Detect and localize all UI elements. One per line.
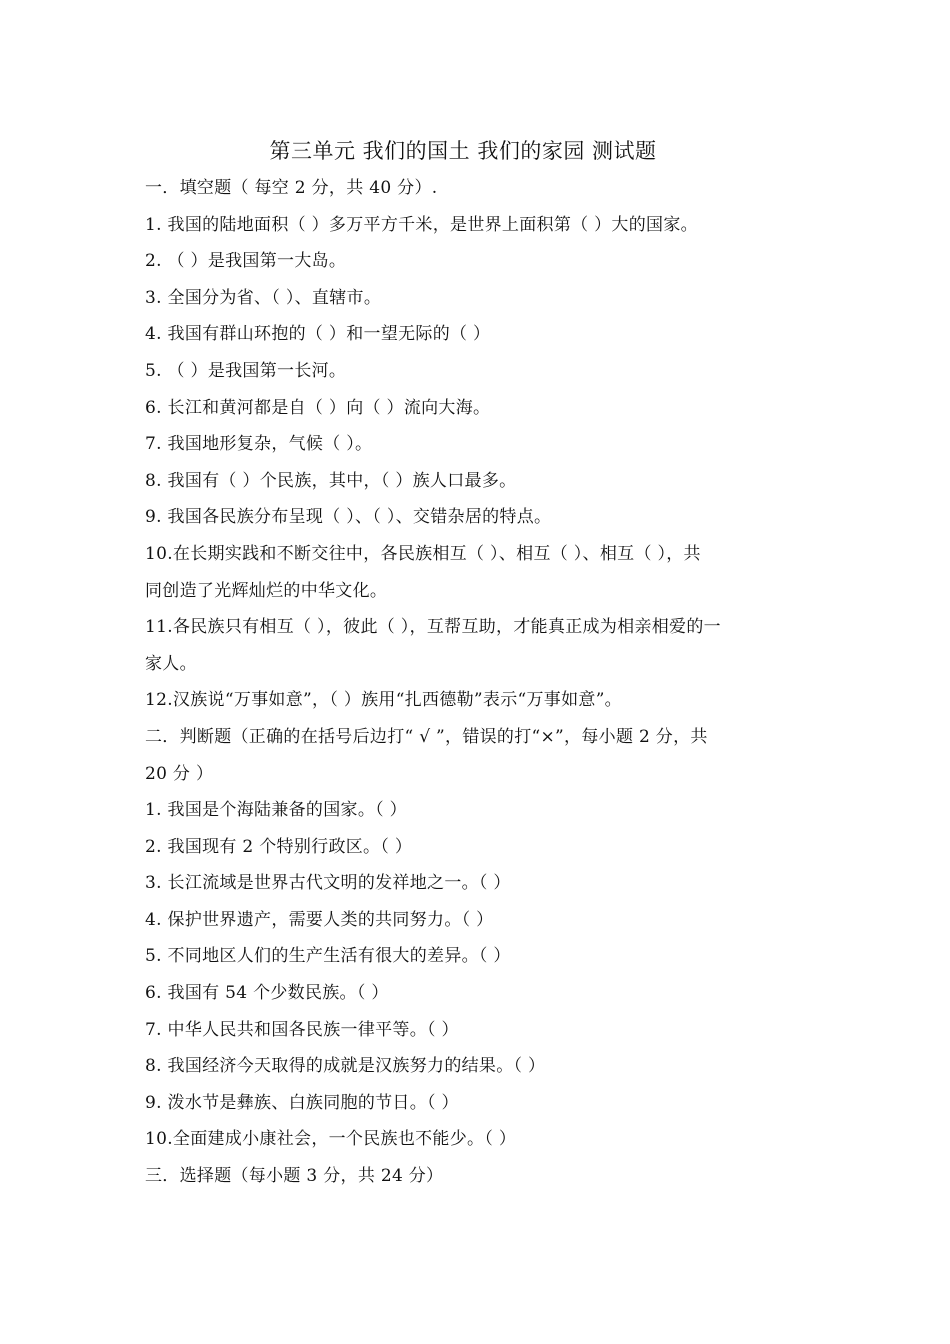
question-item: 3. 全国分为省、（ ）、直辖市。 — [145, 287, 382, 308]
question-item: 5. 不同地区人们的生产生活有很大的差异。（ ） — [145, 946, 511, 967]
question-item: 8. 我国有（ ）个民族，其中，（ ）族人口最多。 — [145, 470, 517, 491]
question-item: 11.各民族只有相互（ ），彼此（ ），互帮互助，才能真正成为相亲相爱的一 — [145, 617, 721, 638]
question-item-continued: 同创造了光辉灿烂的中华文化。 — [145, 580, 388, 601]
question-item: 6. 我国有 54 个少数民族。（ ） — [145, 983, 389, 1004]
page-title: 第三单元 我们的国土 我们的家园 测试题 — [269, 139, 657, 163]
question-item: 4. 保护世界遗产，需要人类的共同努力。（ ） — [145, 909, 494, 930]
question-item: 8. 我国经济今天取得的成就是汉族努力的结果。（ ） — [145, 1056, 546, 1077]
question-item: 1. 我国的陆地面积（ ）多万平方千米，是世界上面积第（ ）大的国家。 — [145, 214, 698, 235]
question-item: 12.汉族说“万事如意”，（ ）族用“扎西德勒”表示“万事如意”。 — [145, 690, 622, 711]
question-item: 1. 我国是个海陆兼备的国家。（ ） — [145, 800, 407, 821]
question-item: 5. （ ）是我国第一长河。 — [145, 360, 347, 381]
question-item: 4. 我国有群山环抱的（ ）和一望无际的（ ） — [145, 324, 491, 345]
question-item: 10.在长期实践和不断交往中，各民族相互（ ）、相互（ ）、相互（ ），共 — [145, 543, 701, 564]
question-item: 9. 泼水节是彝族、白族同胞的节日。（ ） — [145, 1092, 459, 1113]
section-heading-multiple-choice: 三．选择题（每小题 3 分，共 24 分） — [145, 1166, 444, 1187]
question-item: 10.全面建成小康社会，一个民族也不能少。（ ） — [145, 1129, 517, 1150]
question-item: 7. 我国地形复杂，气候（ ）。 — [145, 434, 373, 455]
section-heading-continued: 20 分 ） — [145, 763, 214, 784]
section-heading-fill-blank: 一．填空题（ 每空 2 分，共 40 分）. — [145, 178, 438, 198]
section-heading-true-false: 二．判断题（正确的在括号后边打“ √ ”，错误的打“×”，每小题 2 分，共 — [145, 726, 708, 747]
question-item: 2. 我国现有 2 个特别行政区。（ ） — [145, 836, 413, 857]
question-item: 7. 中华人民共和国各民族一律平等。（ ） — [145, 1019, 459, 1040]
question-item: 2. （ ）是我国第一大岛。 — [145, 251, 347, 272]
question-item: 6. 长江和黄河都是自（ ）向（ ）流向大海。 — [145, 397, 491, 418]
question-item: 9. 我国各民族分布呈现（ ）、（ ）、交错杂居的特点。 — [145, 507, 552, 528]
question-item-continued: 家人。 — [145, 653, 197, 674]
document-body — [145, 170, 815, 1195]
question-item: 3. 长江流域是世界古代文明的发祥地之一。（ ） — [145, 873, 511, 894]
